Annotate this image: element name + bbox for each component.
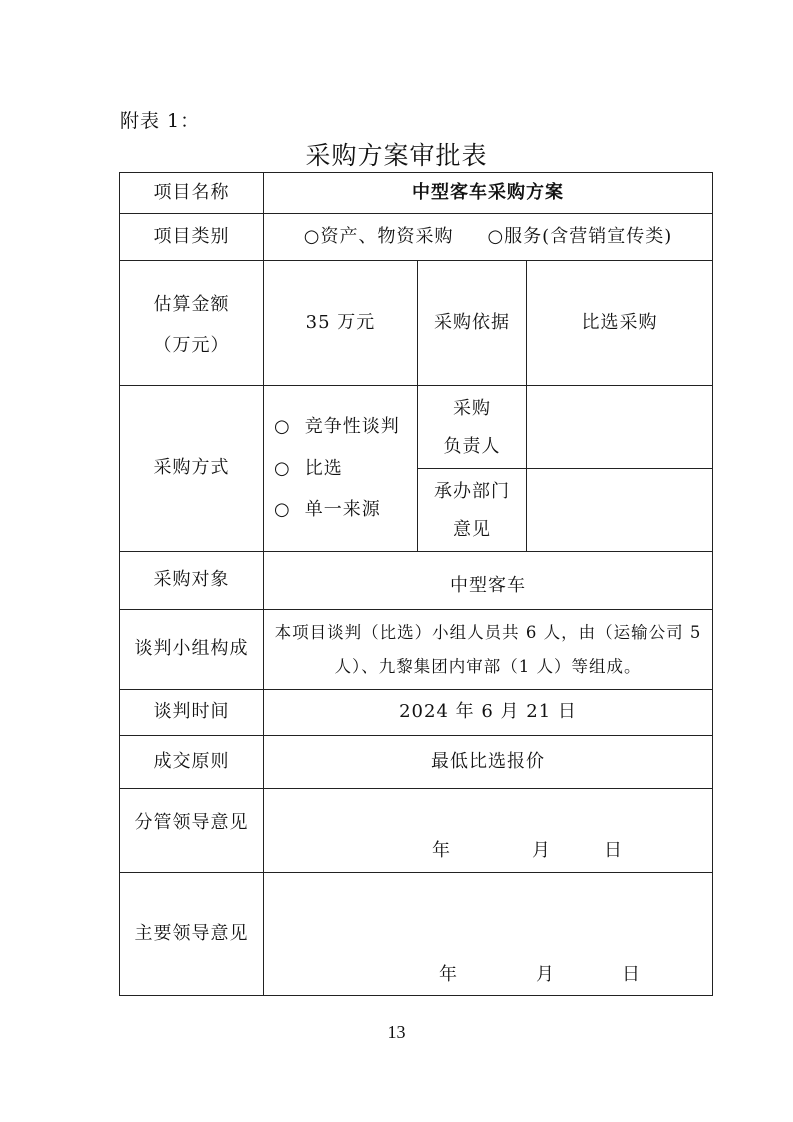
project-name-value: 中型客车采购方案 (264, 173, 713, 214)
radio-circle-icon[interactable]: ○ (274, 499, 291, 521)
procurement-object-value: 中型客车 (264, 552, 713, 610)
date-month-label: 月 (536, 964, 555, 985)
procurement-responsible-label-line1: 采购 (453, 398, 491, 420)
form-title: 采购方案审批表 (305, 141, 488, 170)
category-option-goods[interactable]: ○资产、物资采购 (303, 225, 454, 247)
method-option-label: 单一来源 (304, 499, 381, 521)
procurement-object-label: 采购对象 (120, 552, 264, 610)
estimated-amount-label-line2: （万元） (153, 335, 230, 357)
procurement-responsible-label (418, 386, 527, 469)
negotiation-time-value: 2024 年 6 月 21 日 (264, 690, 713, 736)
negotiation-team-line1: 本项目谈判（比选）小组人员共 6 人，由（运输公司 5 (274, 622, 702, 642)
row-negotiation-time (120, 690, 713, 736)
negotiation-team-label: 谈判小组构成 (120, 610, 264, 690)
project-category-options (264, 214, 713, 261)
row-procurement-method (120, 386, 713, 469)
estimated-amount-label (120, 261, 264, 386)
method-option-single-source[interactable] (274, 489, 417, 530)
row-procurement-object (120, 552, 713, 610)
row-main-leader-opinion (120, 873, 713, 996)
approval-form-table (119, 172, 713, 996)
negotiation-team-value (264, 610, 713, 690)
procurement-basis-label: 采购依据 (418, 261, 527, 386)
project-name-label: 项目名称 (120, 173, 264, 214)
procurement-responsible-value[interactable] (527, 386, 713, 469)
date-day-label: 日 (622, 964, 641, 985)
procurement-responsible-label-line2: 负责人 (443, 435, 501, 457)
undertaking-dept-label-line1: 承办部门 (434, 481, 510, 503)
negotiation-team-line2: 人）、九黎集团内审部（1 人）等组成。 (334, 656, 642, 676)
date-day-label: 日 (604, 840, 623, 861)
method-option-competitive-negotiation[interactable] (274, 406, 417, 447)
category-option-services[interactable]: ○服务(含营销宣传类) (487, 225, 673, 247)
row-estimated-amount (120, 261, 713, 386)
date-month-label: 月 (532, 840, 551, 861)
procurement-method-label: 采购方式 (120, 386, 264, 552)
method-option-label: 比选 (304, 457, 343, 479)
undertaking-dept-value[interactable] (527, 469, 713, 552)
method-option-comparison[interactable] (274, 448, 417, 489)
project-category-label: 项目类别 (120, 214, 264, 261)
main-leader-opinion-field[interactable] (264, 873, 713, 996)
row-negotiation-team (120, 610, 713, 690)
supervisor-opinion-label: 分管领导意见 (120, 789, 264, 873)
row-project-category (120, 214, 713, 261)
row-project-name (120, 173, 713, 214)
negotiation-time-label: 谈判时间 (120, 690, 264, 736)
radio-circle-icon[interactable]: ○ (274, 457, 291, 479)
row-transaction-principle (120, 736, 713, 789)
radio-circle-icon[interactable]: ○ (274, 416, 291, 438)
procurement-basis-value: 比选采购 (527, 261, 713, 386)
appendix-label: 附表 1： (120, 110, 201, 132)
estimated-amount-label-line1: 估算金额 (153, 293, 230, 315)
undertaking-dept-label-line2: 意见 (453, 518, 491, 540)
undertaking-dept-label (418, 469, 527, 552)
method-option-label: 竞争性谈判 (304, 416, 400, 438)
page-number: 13 (387, 1022, 406, 1042)
estimated-amount-value: 35 万元 (264, 261, 418, 386)
procurement-method-options (264, 386, 418, 552)
transaction-principle-value: 最低比选报价 (264, 736, 713, 789)
transaction-principle-label: 成交原则 (120, 736, 264, 789)
main-leader-opinion-label: 主要领导意见 (120, 873, 264, 996)
date-year-label: 年 (439, 964, 458, 985)
date-year-label: 年 (432, 840, 451, 861)
row-supervisor-opinion (120, 789, 713, 873)
supervisor-opinion-field[interactable] (264, 789, 713, 873)
